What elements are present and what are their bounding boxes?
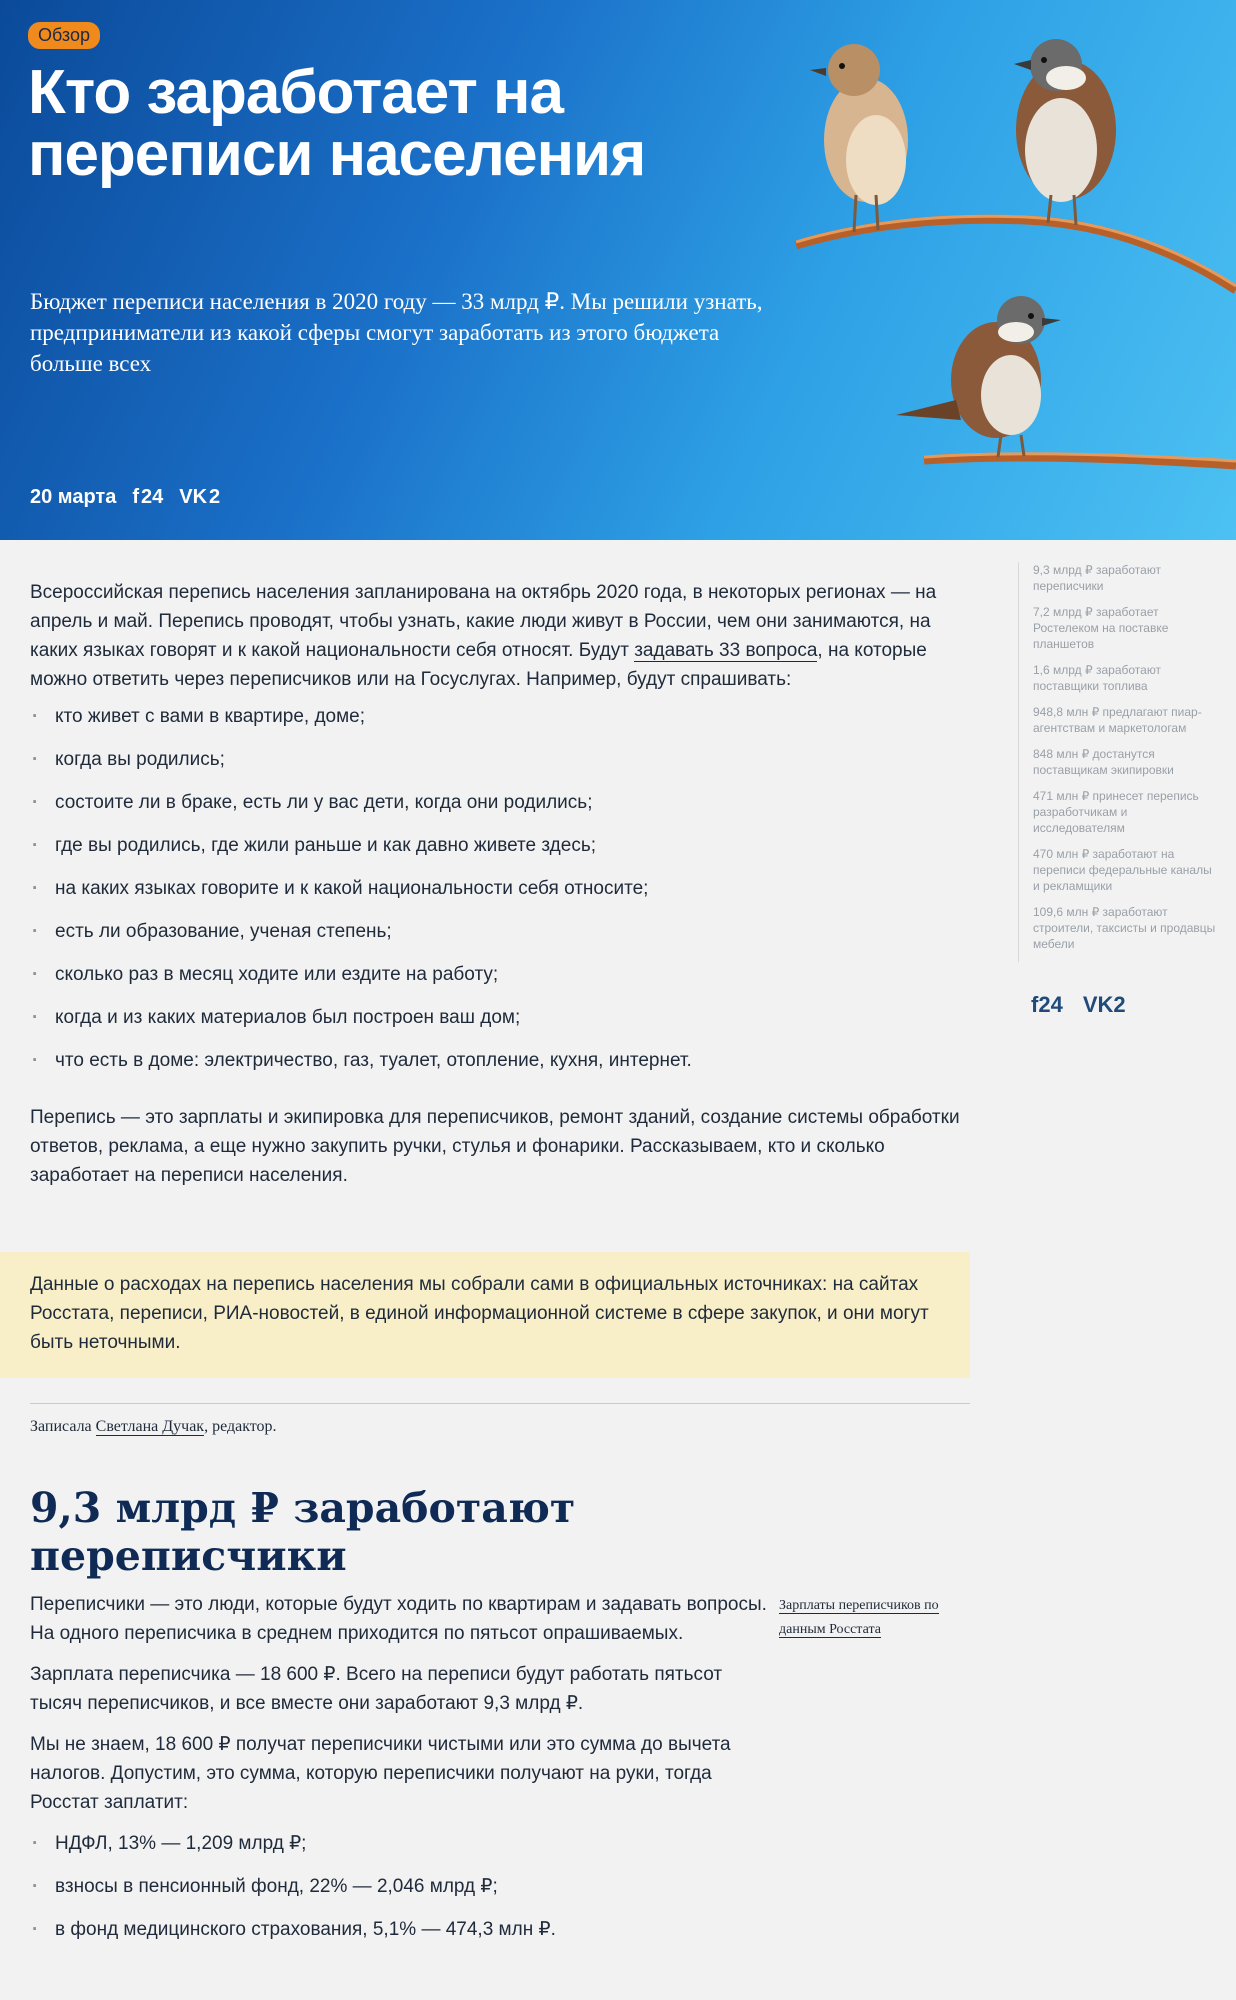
list-item: · взносы в пенсионный фонд, 22% — 2,046 млрд ₽;	[30, 1872, 770, 1901]
facebook-share[interactable]	[1031, 992, 1063, 1018]
vk-count: 2	[1113, 992, 1126, 1017]
toc-item[interactable]: 7,2 млрд ₽ заработает Ростелеком на поставке планшетов	[1033, 605, 1169, 651]
census-questions-list	[30, 702, 960, 1075]
article-body	[30, 578, 960, 1198]
author-link[interactable]: Светлана Дучак	[95, 1418, 205, 1435]
article-meta	[30, 486, 220, 509]
toc-item[interactable]: 470 млн ₽ заработают на переписи федеральные каналы и рекламщики	[1033, 847, 1212, 893]
intro-summary: Перепись — это зарплаты и экипировка для переписчиков, ремонт зданий, создание системы обработки ответов, реклама, а еще нужно закупить ручки, стулья и фонарики. Рассказываем, кто и сколько заработает на переписи населения.	[30, 1107, 960, 1186]
byline-suffix: , редактор.	[204, 1418, 277, 1435]
table-of-contents	[1018, 562, 1218, 962]
sparrows-illustration	[776, 20, 1236, 520]
list-item: · в фонд медицинского страхования, 5,1% — 474,3 млн ₽.	[30, 1915, 770, 1944]
list-item: · где вы родились, где жили раньше и как давно живете здесь;	[30, 831, 960, 860]
list-item: · когда вы родились;	[30, 745, 960, 774]
section-body	[30, 1590, 770, 1972]
toc-item[interactable]: 1,6 млрд ₽ заработают поставщики топлива	[1033, 663, 1162, 693]
data-disclaimer: Данные о расходах на перепись населения мы собрали сами в официальных источниках: на сайтах Росстата, переписи, РИА-новостей, в единой информационной системе в сфере закупок, и они могут быть неточными.	[0, 1252, 970, 1378]
list-item: · кто живет с вами в квартире, доме;	[30, 702, 960, 731]
sparrow-left	[810, 44, 908, 232]
vk-icon: VK	[1082, 992, 1114, 1017]
questions-link[interactable]: задавать 33 вопроса	[634, 640, 818, 661]
list-item: · на каких языках говорите и к какой национальности себя относите;	[30, 874, 960, 903]
list-item: · есть ли образование, ученая степень;	[30, 917, 960, 946]
article-lead: Бюджет переписи населения в 2020 году — 33 млрд ₽. Мы решили узнать, предприниматели из какой сферы смогут заработать из этого бюджета больше всех	[30, 289, 763, 376]
toc-item[interactable]: 948,8 млн ₽ предлагают пиар-агентствам и маркетологам	[1033, 705, 1202, 735]
divider	[30, 1403, 970, 1404]
category-badge[interactable]: Обзор	[28, 22, 100, 49]
list-item: · НДФЛ, 13% — 1,209 млрд ₽;	[30, 1829, 770, 1858]
list-item: · что есть в доме: электричество, газ, туалет, отопление, кухня, интернет.	[30, 1046, 960, 1075]
facebook-count: 24	[1038, 992, 1063, 1017]
facebook-count: 24	[141, 486, 164, 508]
vk-share[interactable]	[1083, 992, 1126, 1018]
side-note-text: Зарплаты переписчиков по данным Росстата	[779, 1598, 939, 1637]
facebook-icon: f	[132, 486, 139, 508]
section-paragraph: Переписчики — это люди, которые будут ходить по квартирам и задавать вопросы. На одного переписчика в среднем приходится по пятьсот опрашиваемых.	[30, 1594, 767, 1644]
list-item: · состоите ли в браке, есть ли у вас дети, когда они родились;	[30, 788, 960, 817]
toc-item[interactable]: 109,6 млн ₽ заработают строители, таксисты и продавцы мебели	[1033, 905, 1216, 951]
list-item: · когда и из каких материалов был построен ваш дом;	[30, 1003, 960, 1032]
section-paragraph: Зарплата переписчика — 18 600 ₽. Всего на переписи будут работать пятьсот тысяч переписчиков, и все вместе они заработают 9,3 млрд ₽.	[30, 1664, 723, 1714]
facebook-icon: f	[1031, 992, 1039, 1017]
hero-banner	[0, 0, 1236, 540]
toc-item[interactable]: 9,3 млрд ₽ заработают переписчики	[1033, 563, 1162, 593]
list-item: · сколько раз в месяц ходите или ездите на работу;	[30, 960, 960, 989]
tax-list	[30, 1829, 770, 1944]
byline-prefix: Записала	[30, 1418, 96, 1435]
intro-text-start: Всероссийская перепись населения запланирована на октябрь 2020 года, в некоторых регионах — на апрель и май. Перепись проводят, чтобы узнать, какие люди живут в России, чем они занимаются, на каких языках говорят и к какой национальности себя относят. Будут	[30, 582, 937, 661]
article-title: Кто заработает на переписи населения	[28, 58, 646, 189]
intro-text-end: , на которые можно ответить через переписчиков или на Госуслугах. Например, будут спрашивать:	[30, 640, 927, 690]
facebook-share[interactable]	[132, 486, 163, 509]
sparrow-right	[1014, 39, 1116, 225]
salary-source-link[interactable]	[779, 1594, 959, 1642]
section-paragraph: Мы не знаем, 18 600 ₽ получат переписчики чистыми или это сумма до вычета налогов. Допустим, это сумма, которую переписчики получают на руки, тогда Росстат заплатит:	[30, 1734, 731, 1813]
byline	[30, 1418, 277, 1436]
intro-paragraph	[30, 578, 960, 694]
sidebar-share	[1031, 992, 1126, 1018]
sparrow-bottom	[896, 296, 1061, 457]
section-heading: 9,3 млрд ₽ заработают переписчики	[30, 1484, 576, 1580]
vk-icon: VK	[179, 486, 208, 508]
vk-count: 2	[209, 486, 221, 508]
toc-item[interactable]: 471 млн ₽ принесет перепись разработчикам и исследователям	[1033, 789, 1199, 835]
publish-date: 20 марта	[30, 486, 117, 508]
vk-share[interactable]	[179, 486, 220, 509]
toc-item[interactable]: 848 млн ₽ достанутся поставщикам экипировки	[1033, 747, 1174, 777]
